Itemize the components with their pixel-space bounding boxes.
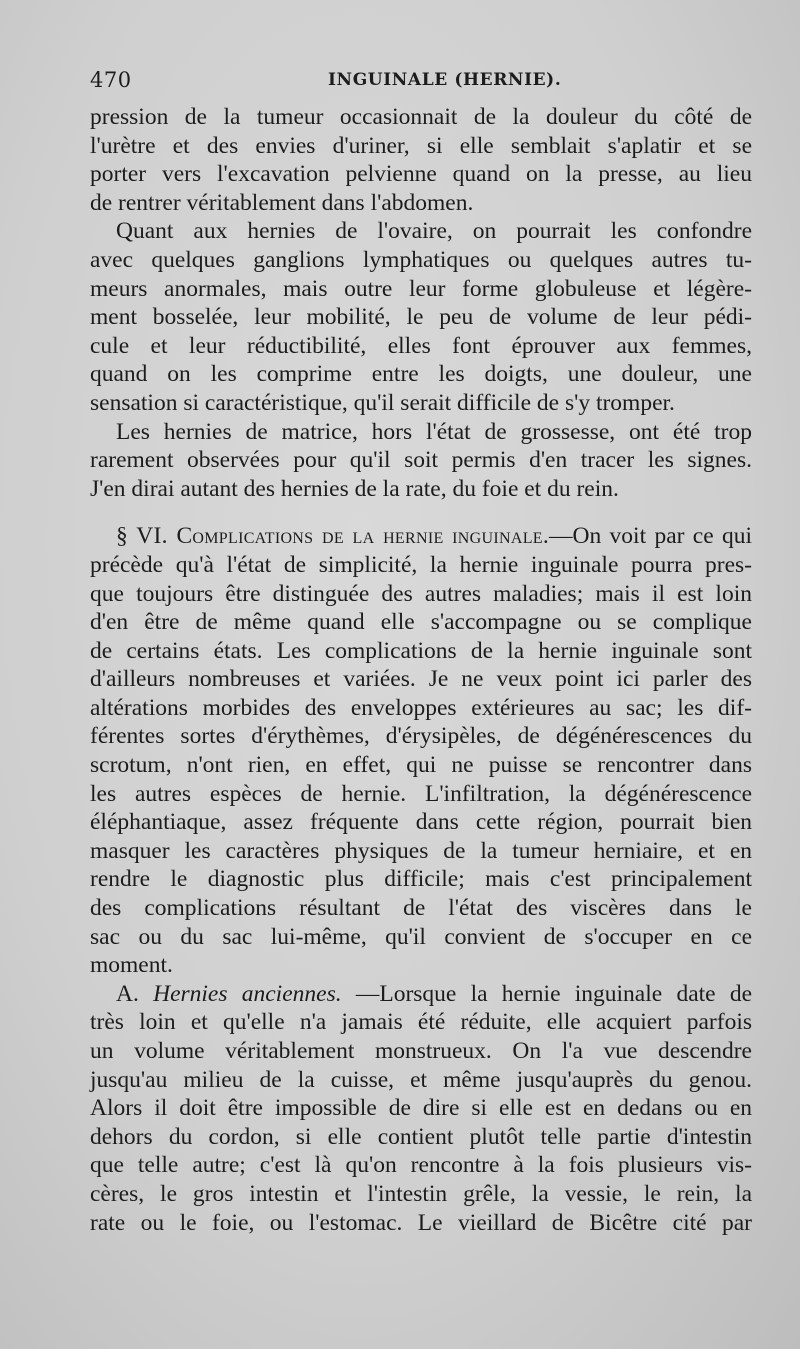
subsection-first-line-text: —Lorsque la hernie inguinale date de xyxy=(355,980,753,1007)
page-body xyxy=(90,103,752,1237)
paragraph xyxy=(90,217,752,417)
page-header xyxy=(90,68,750,98)
paragraph xyxy=(90,418,752,504)
subsection-hernies-anciennes xyxy=(90,980,752,1237)
text-line: porter vers l'excavation pelvienne quand on la presse, au lieu xyxy=(90,161,752,188)
text-line: jusqu'au milieu de la cuisse, et même jusqu'auprès du genou. xyxy=(90,1066,752,1093)
text-line: quand on les comprime entre les doigts, une douleur, une xyxy=(90,361,752,388)
page-number: 470 xyxy=(90,68,132,92)
text-line: de certains états. Les complications de la hernie inguinale sont xyxy=(90,637,752,664)
text-line: pression de la tumeur occasionnait de la douleur du côté de xyxy=(90,104,752,130)
text-line: rarement observées pour qu'il soit permis d'en tracer les signes. xyxy=(90,447,752,474)
section-complications xyxy=(90,522,752,980)
section-first-line-text: —On voit par ce qui xyxy=(549,523,752,550)
text-line: dehors du cordon, si elle contient plutôt telle partie d'intestin xyxy=(90,1123,752,1150)
text-line: J'en dirai autant des hernies de la rate, du foie et du rein. xyxy=(90,475,619,502)
subsection-title: Hernies anciennes. xyxy=(153,980,342,1007)
text-line: férentes sortes d'érythèmes, d'érysipèles, de dégénérescences du xyxy=(90,723,752,750)
text-line: avec quelques ganglions lymphatiques ou quelques autres tu- xyxy=(90,246,752,273)
text-line: d'ailleurs nombreuses et variées. Je ne veux point ici parler des xyxy=(90,666,752,693)
text-line: éléphantiaque, assez fréquente dans cette région, pourrait bien xyxy=(90,809,752,836)
text-line: Les hernies de matrice, hors l'état de grossesse, ont été trop xyxy=(116,418,752,445)
text-line: altérations morbides des enveloppes extérieures au sac; les dif- xyxy=(90,694,752,721)
running-title: INGUINALE (HERNIE). xyxy=(328,70,562,90)
text-line: meurs anormales, mais outre leur forme globuleuse et légère- xyxy=(90,275,752,302)
text-line: sac ou du sac lui-même, qu'il convient de s'occuper en ce xyxy=(90,923,752,950)
text-line: un volume véritablement monstrueux. On l'a vue descendre xyxy=(90,1038,752,1064)
subsection-first-line xyxy=(90,980,752,1009)
text-line: cères, le gros intestin et l'intestin grêle, la vessie, le rein, la xyxy=(90,1180,752,1207)
subsection-label: A. xyxy=(116,980,139,1007)
text-line: moment. xyxy=(90,952,173,979)
text-line: masquer les caractères physiques de la tumeur herniaire, et en xyxy=(90,837,752,864)
paragraph xyxy=(90,103,752,217)
text-line: l'urètre et des envies d'uriner, si elle semblait s'aplatir et se xyxy=(90,132,752,159)
section-gap xyxy=(90,503,752,522)
text-line: que toujours être distinguée des autres maladies; mais il est loin xyxy=(90,580,752,607)
text-line: rendre le diagnostic plus difficile; mais c'est principalement xyxy=(90,866,752,893)
text-line: précède qu'à l'état de simplicité, la hernie inguinale pourra pres- xyxy=(90,551,752,578)
section-first-line xyxy=(90,522,752,551)
text-line: Alors il doit être impossible de dire si elle est en dedans ou en xyxy=(90,1095,752,1122)
text-line: scrotum, n'ont rien, en effet, qui ne puisse se rencontrer dans xyxy=(90,752,752,779)
text-line: sensation si caractéristique, qu'il serait difficile de s'y tromper. xyxy=(90,389,675,416)
text-line: que telle autre; c'est là qu'on rencontre à la fois plusieurs vis- xyxy=(90,1152,752,1179)
text-line: très loin et qu'elle n'a jamais été réduite, elle acquiert parfois xyxy=(90,1009,752,1036)
text-line: Quant aux hernies de l'ovaire, on pourrait les confondre xyxy=(116,218,752,245)
text-line: cule et leur réductibilité, elles font éprouver aux femmes, xyxy=(90,332,752,359)
text-line: ment bosselée, leur mobilité, le peu de volume de leur pédi- xyxy=(90,304,752,331)
text-line: les autres espèces de hernie. L'infiltration, la dégénérescence xyxy=(90,780,752,807)
section-heading: § VI. Complications de la hernie inguinale. xyxy=(116,523,550,550)
text-line: rate ou le foie, ou l'estomac. Le vieillard de Bicêtre cité par xyxy=(90,1209,752,1236)
text-line: des complications résultant de l'état des viscères dans le xyxy=(90,895,752,922)
text-line: de rentrer véritablement dans l'abdomen. xyxy=(90,189,474,216)
text-line: d'en être de même quand elle s'accompagne ou se complique xyxy=(90,609,752,636)
